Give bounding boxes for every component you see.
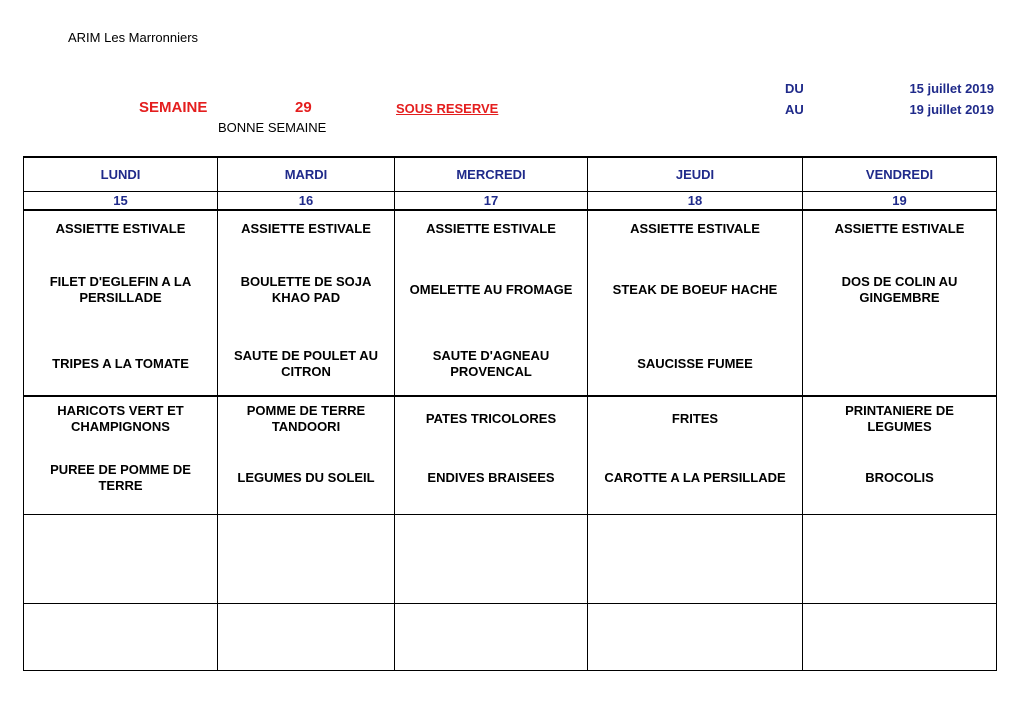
day-number-thursday: 18	[588, 192, 803, 211]
empty-cell	[218, 604, 395, 671]
greeting: BONNE SEMAINE	[218, 120, 327, 135]
day-name-wednesday: MERCREDI	[395, 157, 588, 192]
date-from-label: DU	[785, 81, 804, 96]
week-label: SEMAINE	[139, 99, 208, 116]
side-dish-alt-monday: PUREE DE POMME DE TERRE	[50, 461, 191, 493]
menu-cell-wednesday	[395, 210, 588, 396]
date-to: 19 juillet 2019	[909, 102, 994, 117]
weekly-menu-table	[23, 156, 997, 671]
menu-cell-thursday	[588, 210, 803, 396]
day-number-wednesday: 17	[395, 192, 588, 211]
side-cell-wednesday	[395, 396, 588, 515]
side-dish-thursday: FRITES	[671, 411, 719, 426]
side-dish-friday: PRINTANIERE DE LEGUMES	[845, 403, 954, 434]
empty-row	[24, 604, 997, 671]
day-name-tuesday: MARDI	[218, 157, 395, 192]
main-dish-tuesday: BOULETTE DE SOJA KHAO PAD	[240, 274, 372, 305]
empty-cell	[24, 604, 218, 671]
reserve-note: SOUS RESERVE	[396, 101, 499, 116]
alt-dish-thursday: SAUCISSE FUMEE	[637, 356, 753, 371]
side-cell-thursday	[588, 396, 803, 515]
side-dish-alt-friday: BROCOLIS	[865, 469, 934, 485]
organization-name: ARIM Les Marronniers	[68, 30, 199, 45]
entree-wednesday: ASSIETTE ESTIVALE	[426, 221, 556, 236]
entree-friday: ASSIETTE ESTIVALE	[834, 221, 965, 236]
side-cell-friday	[803, 396, 997, 515]
day-header-row	[24, 157, 997, 192]
empty-cell	[395, 515, 588, 604]
day-number-tuesday: 16	[218, 192, 395, 211]
empty-cell	[24, 515, 218, 604]
day-number-row	[24, 192, 997, 211]
day-number-friday: 19	[803, 192, 997, 211]
menu-cell-friday	[803, 210, 997, 396]
day-name-friday: VENDREDI	[803, 157, 997, 192]
entree-tuesday: ASSIETTE ESTIVALE	[241, 221, 371, 236]
empty-cell	[395, 604, 588, 671]
empty-cell	[218, 515, 395, 604]
empty-cell	[588, 515, 803, 604]
side-dish-alt-wednesday: ENDIVES BRAISEES	[427, 469, 555, 485]
side-dish-alt-thursday: CAROTTE A LA PERSILLADE	[604, 469, 786, 485]
alt-dish-friday	[807, 333, 992, 395]
side-dish-wednesday: PATES TRICOLORES	[425, 411, 557, 426]
date-from: 15 juillet 2019	[909, 81, 994, 96]
side-cell-monday	[24, 396, 218, 515]
day-name-monday: LUNDI	[24, 157, 218, 192]
week-number: 29	[295, 99, 312, 116]
alt-dish-monday: TRIPES A LA TOMATE	[52, 356, 189, 371]
empty-cell	[803, 604, 997, 671]
menu-cell-tuesday	[218, 210, 395, 396]
side-dish-tuesday: POMME DE TERRE TANDOORI	[246, 403, 366, 434]
empty-cell	[588, 604, 803, 671]
empty-cell	[803, 515, 997, 604]
side-dish-monday: HARICOTS VERT ET CHAMPIGNONS	[57, 403, 184, 434]
entree-monday: ASSIETTE ESTIVALE	[55, 221, 186, 236]
side-dish-row	[24, 396, 997, 515]
main-dish-friday: DOS DE COLIN AU GINGEMBRE	[841, 274, 958, 305]
side-cell-tuesday	[218, 396, 395, 515]
alt-dish-tuesday: SAUTE DE POULET AU CITRON	[234, 348, 378, 379]
main-dish-thursday: STEAK DE BOEUF HACHE	[612, 282, 778, 297]
day-number-monday: 15	[24, 192, 218, 211]
main-dish-monday: FILET D'EGLEFIN A LA PERSILLADE	[49, 274, 192, 305]
alt-dish-wednesday: SAUTE D'AGNEAU PROVENCAL	[432, 348, 550, 379]
menu-cell-monday	[24, 210, 218, 396]
empty-row	[24, 515, 997, 604]
day-name-thursday: JEUDI	[588, 157, 803, 192]
main-dish-wednesday: OMELETTE AU FROMAGE	[409, 282, 573, 297]
main-course-row	[24, 210, 997, 396]
date-to-label: AU	[785, 102, 804, 117]
entree-thursday: ASSIETTE ESTIVALE	[630, 221, 760, 236]
side-dish-alt-tuesday: LEGUMES DU SOLEIL	[237, 469, 375, 485]
